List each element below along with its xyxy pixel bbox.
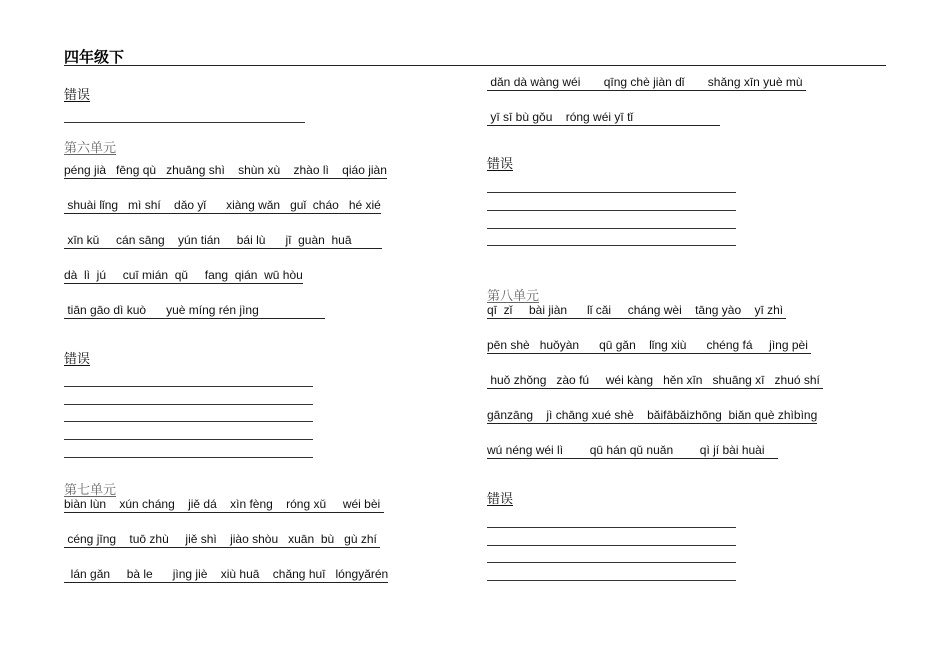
error-label-1: 错误	[64, 87, 91, 102]
unit-8-title: 第八单元	[487, 289, 540, 304]
blank-line[interactable]	[487, 192, 736, 193]
pinyin-line: lán gǎn bà le jìng jiè xiù huā chǎng huī lóngyǎrén	[64, 567, 389, 581]
pinyin-line: dà lì jú cuī mián qǔ fang qián wū hòu	[64, 268, 303, 282]
blank-line[interactable]	[487, 580, 736, 581]
pinyin-line: wú néng wéi lì qū hán qǔ nuǎn qì jí bài huài	[487, 443, 778, 457]
pinyin-line: huǒ zhǒng zào fú wéi kàng hěn xīn shuāng xī zhuó shí	[487, 373, 824, 387]
blank-line[interactable]	[64, 386, 313, 387]
blank-line[interactable]	[487, 210, 736, 211]
pinyin-line: péng jià fēng qù zhuāng shì shùn xù zhào lì qiáo jiàn	[64, 163, 387, 177]
error-label-2: 错误	[64, 351, 91, 366]
blank-line[interactable]	[64, 421, 313, 422]
unit-6-title: 第六单元	[64, 141, 117, 156]
blank-line[interactable]	[64, 122, 305, 123]
pinyin-line: gānzāng jì chāng xué shè bǎifābǎizhōng biǎn què zhìbìng	[487, 408, 818, 422]
pinyin-line: yī sī bù gǒu róng wéi yī tǐ	[487, 110, 720, 124]
pinyin-line: xīn kǔ cán sāng yún tián bái lù jī guàn huā	[64, 233, 382, 247]
blank-line[interactable]	[487, 228, 736, 229]
blank-line[interactable]	[487, 562, 736, 563]
blank-line[interactable]	[64, 457, 313, 458]
error-label-3: 错误	[487, 156, 514, 171]
header-divider	[64, 65, 886, 66]
pinyin-line: dǎn dà wàng wéi qīng chè jiàn dǐ shǎng xīn yuè mù	[487, 75, 806, 89]
unit-7-title: 第七单元	[64, 483, 117, 498]
blank-line[interactable]	[487, 245, 736, 246]
pinyin-line: tiān gāo dì kuò yuè míng rén jìng	[64, 303, 326, 317]
pinyin-line: biàn lùn xún cháng jiě dá xìn fèng róng xǔ wéi bèi	[64, 497, 384, 511]
pinyin-line: pēn shè huǒyàn qū gǎn lǐng xiù chéng fá jìng pèi	[487, 338, 812, 352]
blank-line[interactable]	[487, 545, 736, 546]
pinyin-line: shuài lǐng mì shí dǎo yǐ xiàng wǎn guǐ cháo hé xié	[64, 198, 381, 212]
blank-line[interactable]	[64, 404, 313, 405]
error-label-4: 错误	[487, 491, 514, 506]
blank-line[interactable]	[487, 527, 736, 528]
pinyin-line: qī zǐ bài jiàn lǐ cǎi cháng wèi tāng yào yī zhì	[487, 303, 787, 317]
blank-line[interactable]	[64, 439, 313, 440]
pinyin-line: céng jīng tuō zhù jiě shì jiào shòu xuān bù gù zhí	[64, 532, 381, 546]
page-title: 四年级下	[64, 49, 125, 66]
